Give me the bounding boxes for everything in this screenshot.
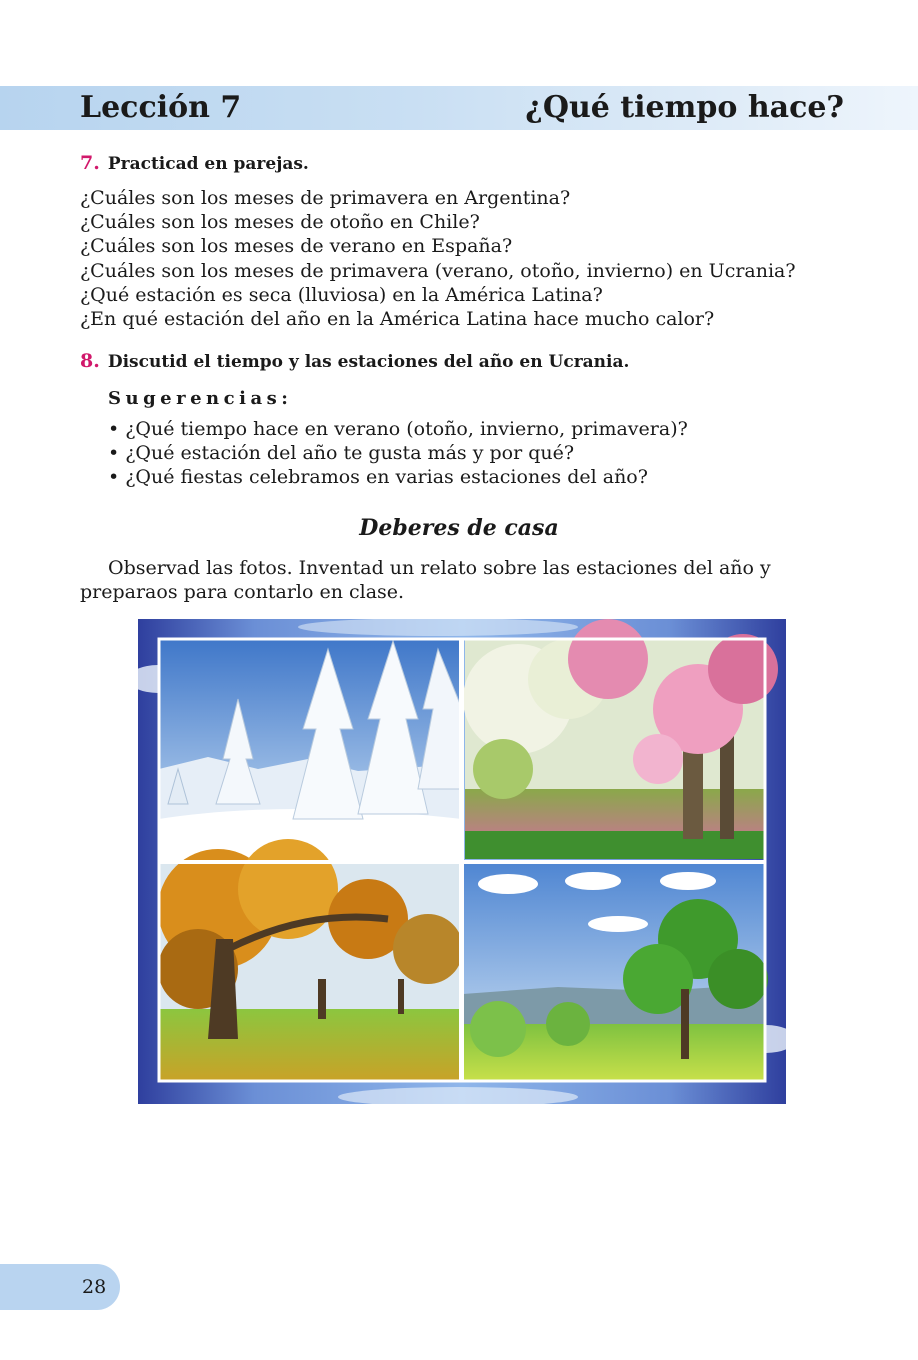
exercise-instruction: Practicad en parejas. xyxy=(107,154,309,174)
homework-text: Observad las fotos. Inventad un relato sobre las estaciones del año y preparaos para contarlo en clase. xyxy=(80,557,771,603)
page-number: 28 xyxy=(82,1276,107,1298)
suggestions-title: Sugerencias: xyxy=(108,388,293,409)
winter-photo xyxy=(159,639,462,861)
summer-photo xyxy=(463,863,768,1081)
exercise-8-heading xyxy=(80,350,629,373)
exercise-7-heading xyxy=(80,152,309,175)
suggestion-item: • ¿Qué tiempo hace en verano (otoño, invierno, primavera)? xyxy=(108,418,688,440)
seasons-collage-art xyxy=(138,619,786,1104)
homework-title: Deberes de casa xyxy=(359,515,559,541)
exercise-7-questions xyxy=(80,186,796,331)
lesson-title: ¿Qué tiempo hace? xyxy=(525,90,844,125)
exercise-number: 8. xyxy=(80,350,100,372)
question-line: ¿Qué estación es seca (lluviosa) en la América Latina? xyxy=(80,283,603,306)
question-line: ¿En qué estación del año en la América Latina hace mucho calor? xyxy=(80,307,715,330)
suggestion-item: • ¿Qué fiestas celebramos en varias estaciones del año? xyxy=(108,466,648,489)
suggestions-list xyxy=(108,417,688,490)
exercise-instruction: Discutid el tiempo y las estaciones del año en Ucrania. xyxy=(107,352,630,372)
question-line: ¿Cuáles son los meses de primavera en Argentina? xyxy=(80,187,571,209)
spring-photo xyxy=(463,619,778,859)
suggestion-item: • ¿Qué estación del año te gusta más y por qué? xyxy=(108,442,575,465)
autumn-photo xyxy=(158,839,463,1081)
question-line: ¿Cuáles son los meses de verano en España? xyxy=(80,235,513,258)
question-line: ¿Cuáles son los meses de otoño en Chile? xyxy=(80,211,480,234)
question-line: ¿Cuáles son los meses de primavera (verano, otoño, invierno) en Ucrania? xyxy=(80,259,796,282)
lesson-number: Lección 7 xyxy=(80,90,242,125)
seasons-collage xyxy=(138,619,786,1104)
exercise-number: 7. xyxy=(80,152,100,174)
